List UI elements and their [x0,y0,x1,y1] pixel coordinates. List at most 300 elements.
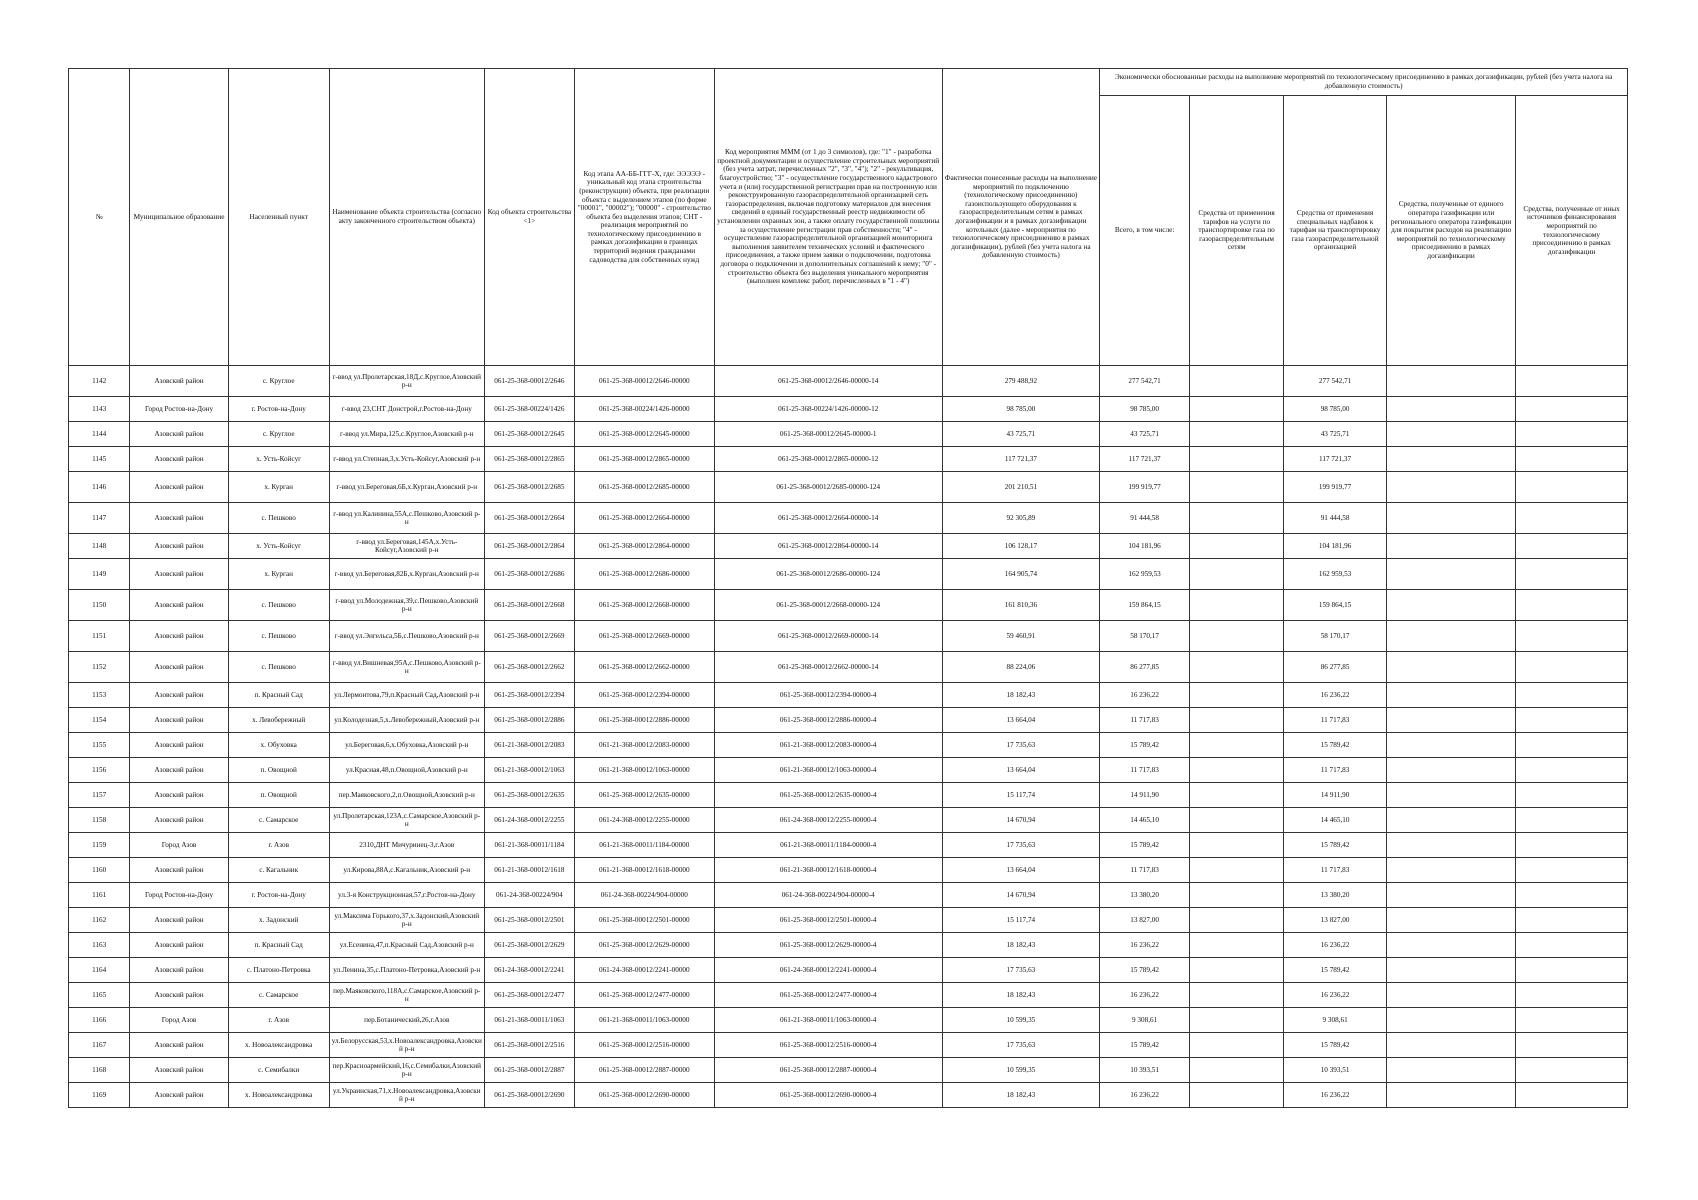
row-municipality: Азовский район [130,783,229,808]
row-municipality: Азовский район [130,708,229,733]
header-other-funds: Средства, полученные от иных источников финансирования мероприятий по технологическому присоединению в рамках догазификации [1516,96,1628,366]
row-object-name: ул.Береговая,6,х.Обуховка,Азовский р-н [329,733,484,758]
row-object-name: г-ввод ул.Калинина,55А,с.Пешково,Азовский р-н [329,503,484,534]
row-settlement: х. Левобережный [228,708,329,733]
row-tariff-funds [1189,808,1283,833]
row-special-surcharge-funds: 43 725,71 [1284,422,1387,447]
table-row [69,983,1628,1008]
row-object-name: г-ввод ул.Береговая,82Б,х.Курган,Азовский р-н [329,559,484,590]
row-actual-costs: 10 599,35 [942,1008,1100,1033]
row-municipality: Азовский район [130,472,229,503]
row-stage-code: 061-25-368-00012/2662-00000 [574,652,714,683]
row-event-code: 061-25-368-00012/2887-00000-4 [714,1058,942,1083]
row-total: 16 236,22 [1100,1083,1190,1108]
header-tariff-funds: Средства от применения тарифов на услуги по транспортировке газа по газораспределительным сетям [1189,96,1283,366]
row-number: 1144 [69,422,130,447]
row-total: 162 959,53 [1100,559,1190,590]
row-stage-code: 061-24-368-00012/2241-00000 [574,958,714,983]
row-number: 1152 [69,652,130,683]
row-other-funds [1516,472,1628,503]
row-settlement: с. Семибалки [228,1058,329,1083]
row-special-surcharge-funds: 13 827,00 [1284,908,1387,933]
row-special-surcharge-funds: 11 717,83 [1284,858,1387,883]
row-special-surcharge-funds: 15 789,42 [1284,1033,1387,1058]
row-object-code: 061-24-368-00012/2241 [484,958,574,983]
row-settlement: х. Задонский [228,908,329,933]
row-stage-code: 061-25-368-00012/2646-00000 [574,366,714,397]
row-object-code: 061-21-368-00012/2083 [484,733,574,758]
row-event-code: 061-25-368-00012/2685-00000-124 [714,472,942,503]
row-object-name: г-ввод 23,СНТ Донстрой,г.Ростов-на-Дону [329,397,484,422]
row-municipality: Азовский район [130,858,229,883]
row-operator-funds [1387,683,1516,708]
row-object-code: 061-25-368-00012/2477 [484,983,574,1008]
row-settlement: с. Пешково [228,503,329,534]
row-total: 277 542,71 [1100,366,1190,397]
table-row [69,783,1628,808]
row-event-code: 061-25-368-00012/2664-00000-14 [714,503,942,534]
row-event-code: 061-25-368-00012/2669-00000-14 [714,621,942,652]
row-tariff-funds [1189,858,1283,883]
row-object-name: г-ввод ул.Пролетарская,18Д,с.Круглое,Азовский р-н [329,366,484,397]
row-other-funds [1516,883,1628,908]
row-object-code: 061-25-368-00012/2645 [484,422,574,447]
row-actual-costs: 13 664,04 [942,758,1100,783]
row-total: 14 465,10 [1100,808,1190,833]
row-object-code: 061-25-368-00012/2668 [484,590,574,621]
row-event-code: 061-25-368-00012/2686-00000-124 [714,559,942,590]
row-event-code: 061-21-368-00012/1618-00000-4 [714,858,942,883]
table-row [69,1033,1628,1058]
row-number: 1162 [69,908,130,933]
row-object-code: 061-21-368-00012/1063 [484,758,574,783]
row-stage-code: 061-25-368-00012/2887-00000 [574,1058,714,1083]
row-operator-funds [1387,503,1516,534]
row-event-code: 061-25-368-00012/2646-00000-14 [714,366,942,397]
row-total: 14 911,90 [1100,783,1190,808]
row-settlement: с. Круглое [228,422,329,447]
row-special-surcharge-funds: 9 308,61 [1284,1008,1387,1033]
row-tariff-funds [1189,1033,1283,1058]
row-special-surcharge-funds: 14 465,10 [1284,808,1387,833]
row-settlement: п. Овощной [228,758,329,783]
row-object-name: г-ввод ул.Энгельса,5Б,с.Пешково,Азовский р-н [329,621,484,652]
row-municipality: Азовский район [130,933,229,958]
row-special-surcharge-funds: 16 236,22 [1284,683,1387,708]
row-object-name: г-ввод ул.Мира,125,с.Круглое,Азовский р-н [329,422,484,447]
row-other-funds [1516,559,1628,590]
row-actual-costs: 161 810,36 [942,590,1100,621]
row-total: 11 717,83 [1100,708,1190,733]
row-actual-costs: 18 182,43 [942,1083,1100,1108]
row-tariff-funds [1189,366,1283,397]
row-object-name: ул.Пролетарская,123А,с.Самарское,Азовский р-н [329,808,484,833]
row-object-code: 061-25-368-00012/2501 [484,908,574,933]
row-event-code: 061-25-368-00012/2635-00000-4 [714,783,942,808]
header-operator-funds: Средства, полученные от единого оператора газификации или регионального оператора газификации для покрытия расходов на реализацию мероприятий по технологическому присоединению в рамках догазификации [1387,96,1516,366]
row-municipality: Азовский район [130,590,229,621]
row-stage-code: 061-24-368-00012/2255-00000 [574,808,714,833]
row-number: 1143 [69,397,130,422]
table-row [69,833,1628,858]
row-settlement: с. Самарское [228,808,329,833]
row-tariff-funds [1189,447,1283,472]
table-header [69,69,1628,366]
row-settlement: х. Новоалександровка [228,1083,329,1108]
row-number: 1165 [69,983,130,1008]
row-operator-funds [1387,559,1516,590]
row-number: 1153 [69,683,130,708]
row-operator-funds [1387,1083,1516,1108]
row-operator-funds [1387,534,1516,559]
row-number: 1147 [69,503,130,534]
row-object-name: ул.3-я Конструкционная,57,г.Ростов-на-Дону [329,883,484,908]
row-object-code: 061-25-368-00012/2686 [484,559,574,590]
row-settlement: х. Обуховка [228,733,329,758]
row-object-name: г-ввод ул.Молодежная,39,с.Пешково,Азовский р-н [329,590,484,621]
row-stage-code: 061-25-368-00012/2477-00000 [574,983,714,1008]
row-total: 16 236,22 [1100,983,1190,1008]
table-row [69,1008,1628,1033]
row-municipality: Азовский район [130,503,229,534]
row-total: 11 717,83 [1100,758,1190,783]
row-stage-code: 061-25-368-00012/2645-00000 [574,422,714,447]
row-actual-costs: 15 117,74 [942,783,1100,808]
row-number: 1158 [69,808,130,833]
table-row [69,422,1628,447]
row-actual-costs: 17 735,63 [942,958,1100,983]
row-event-code: 061-25-368-00224/1426-00000-12 [714,397,942,422]
row-stage-code: 061-25-368-00012/2516-00000 [574,1033,714,1058]
row-settlement: х. Усть-Койсуг [228,534,329,559]
row-tariff-funds [1189,621,1283,652]
row-other-funds [1516,1008,1628,1033]
row-event-code: 061-25-368-00012/2886-00000-4 [714,708,942,733]
row-special-surcharge-funds: 199 919,77 [1284,472,1387,503]
row-total: 16 236,22 [1100,933,1190,958]
row-actual-costs: 164 905,74 [942,559,1100,590]
row-object-name: пер.Ботанический,26,г.Азов [329,1008,484,1033]
row-other-funds [1516,503,1628,534]
row-tariff-funds [1189,503,1283,534]
row-other-funds [1516,758,1628,783]
row-object-name: г-ввод ул.Береговая,6Б,х.Курган,Азовский р-н [329,472,484,503]
table-row [69,958,1628,983]
row-number: 1149 [69,559,130,590]
row-operator-funds [1387,958,1516,983]
row-number: 1159 [69,833,130,858]
row-event-code: 061-25-368-00012/2629-00000-4 [714,933,942,958]
row-operator-funds [1387,1058,1516,1083]
row-special-surcharge-funds: 117 721,37 [1284,447,1387,472]
row-total: 199 919,77 [1100,472,1190,503]
row-other-funds [1516,534,1628,559]
row-actual-costs: 14 670,94 [942,808,1100,833]
row-total: 91 444,58 [1100,503,1190,534]
row-special-surcharge-funds: 162 959,53 [1284,559,1387,590]
row-object-code: 061-25-368-00012/2662 [484,652,574,683]
header-object-code: Код объекта строительства <1> [484,69,574,366]
row-object-code: 061-25-368-00012/2646 [484,366,574,397]
row-object-code: 061-25-368-00012/2664 [484,503,574,534]
row-operator-funds [1387,908,1516,933]
row-settlement: с. Платоно-Петровка [228,958,329,983]
row-settlement: п. Красный Сад [228,933,329,958]
technological-connection-table [68,68,1628,1108]
row-event-code: 061-25-368-00012/2864-00000-14 [714,534,942,559]
header-stage-code: Код этапа АА-ББ-ГГГ-Х, где: ЭЭЭЭЭ - уникальный код этапа строительства (реконструкции) объекта, при реализации объекта с выделением этапов (по форме "00001", "00002"); "00000" - строительство объекта без выделения этапов; СНТ - реализация мероприятий по технологическому присоединению в рамках догазификации в границах территорий ведения гражданами садоводства для собственных нужд [574,69,714,366]
row-tariff-funds [1189,708,1283,733]
row-operator-funds [1387,422,1516,447]
row-total: 58 170,17 [1100,621,1190,652]
row-municipality: Азовский район [130,958,229,983]
row-event-code: 061-21-368-00012/2083-00000-4 [714,733,942,758]
row-tariff-funds [1189,883,1283,908]
row-operator-funds [1387,983,1516,1008]
row-number: 1154 [69,708,130,733]
row-other-funds [1516,733,1628,758]
row-operator-funds [1387,472,1516,503]
table-row [69,447,1628,472]
row-number: 1150 [69,590,130,621]
row-object-name: ул.Есенина,47,п.Красный Сад,Азовский р-н [329,933,484,958]
row-settlement: х. Усть-Койсуг [228,447,329,472]
table-row [69,652,1628,683]
row-number: 1160 [69,858,130,883]
row-settlement: х. Курган [228,559,329,590]
row-number: 1156 [69,758,130,783]
row-settlement: с. Кагальник [228,858,329,883]
row-total: 104 181,96 [1100,534,1190,559]
row-total: 9 308,61 [1100,1008,1190,1033]
row-special-surcharge-funds: 104 181,96 [1284,534,1387,559]
row-other-funds [1516,808,1628,833]
row-settlement: п. Красный Сад [228,683,329,708]
row-special-surcharge-funds: 13 380,20 [1284,883,1387,908]
table-row [69,758,1628,783]
table-row [69,733,1628,758]
row-object-name: ул.Белорусская,53,х.Новоалександровка,Азовский р-н [329,1033,484,1058]
row-object-name: ул.Колодезная,5,х.Левобережный,Азовский р-н [329,708,484,733]
row-actual-costs: 17 735,63 [942,733,1100,758]
row-stage-code: 061-25-368-00012/2690-00000 [574,1083,714,1108]
row-special-surcharge-funds: 16 236,22 [1284,933,1387,958]
row-municipality: Азовский район [130,1058,229,1083]
row-stage-code: 061-25-368-00012/2635-00000 [574,783,714,808]
row-number: 1166 [69,1008,130,1033]
row-total: 15 789,42 [1100,1033,1190,1058]
row-object-code: 061-25-368-00012/2887 [484,1058,574,1083]
row-event-code: 061-24-368-00012/2255-00000-4 [714,808,942,833]
row-other-funds [1516,708,1628,733]
row-object-code: 061-24-368-00224/904 [484,883,574,908]
report-sheet [68,68,1628,1108]
row-settlement: с. Пешково [228,590,329,621]
row-municipality: Город Азов [130,1008,229,1033]
row-special-surcharge-funds: 14 911,90 [1284,783,1387,808]
row-actual-costs: 13 664,04 [942,858,1100,883]
row-settlement: с. Пешково [228,652,329,683]
row-tariff-funds [1189,908,1283,933]
table-row [69,590,1628,621]
row-special-surcharge-funds: 11 717,83 [1284,708,1387,733]
row-total: 117 721,37 [1100,447,1190,472]
row-special-surcharge-funds: 15 789,42 [1284,958,1387,983]
row-number: 1146 [69,472,130,503]
row-actual-costs: 117 721,37 [942,447,1100,472]
row-actual-costs: 59 460,91 [942,621,1100,652]
row-object-name: ул.Ленина,35,с.Платоно-Петровка,Азовский р-н [329,958,484,983]
row-tariff-funds [1189,1008,1283,1033]
header-actual-costs: Фактически понесенные расходы на выполнение мероприятий по подключению (технологическому присоединению) газоиспользующего оборудования к газораспределительным сетям в рамках догазификации и в рамках догазификации котельных (далее - мероприятия по технологическому присоединению в рамках догазификации), рублей (без учета налога на добавленную стоимость) [942,69,1100,366]
row-object-code: 061-21-368-00011/1184 [484,833,574,858]
row-operator-funds [1387,708,1516,733]
row-object-code: 061-25-368-00012/2685 [484,472,574,503]
row-number: 1164 [69,958,130,983]
row-stage-code: 061-21-368-00012/2083-00000 [574,733,714,758]
row-stage-code: 061-25-368-00012/2685-00000 [574,472,714,503]
row-actual-costs: 92 305,89 [942,503,1100,534]
row-actual-costs: 13 664,04 [942,708,1100,733]
row-object-name: 2310,ДНТ Мичуринец-3,г.Азов [329,833,484,858]
row-total: 15 789,42 [1100,833,1190,858]
row-number: 1169 [69,1083,130,1108]
row-object-code: 061-25-368-00012/2516 [484,1033,574,1058]
row-operator-funds [1387,733,1516,758]
row-actual-costs: 88 224,06 [942,652,1100,683]
row-actual-costs: 18 182,43 [942,983,1100,1008]
row-municipality: Азовский район [130,1083,229,1108]
row-actual-costs: 201 210,51 [942,472,1100,503]
row-actual-costs: 14 670,94 [942,883,1100,908]
table-row [69,933,1628,958]
row-tariff-funds [1189,590,1283,621]
row-other-funds [1516,983,1628,1008]
row-special-surcharge-funds: 58 170,17 [1284,621,1387,652]
row-other-funds [1516,908,1628,933]
row-stage-code: 061-21-368-00012/1063-00000 [574,758,714,783]
row-special-surcharge-funds: 16 236,22 [1284,983,1387,1008]
row-tariff-funds [1189,758,1283,783]
row-object-code: 061-21-368-00011/1063 [484,1008,574,1033]
row-other-funds [1516,621,1628,652]
row-total: 98 785,00 [1100,397,1190,422]
row-stage-code: 061-25-368-00012/2865-00000 [574,447,714,472]
row-settlement: п. Овощной [228,783,329,808]
row-number: 1148 [69,534,130,559]
row-other-funds [1516,447,1628,472]
row-tariff-funds [1189,397,1283,422]
row-total: 15 789,42 [1100,733,1190,758]
table-row [69,1058,1628,1083]
row-object-name: ул.Красная,48,п.Овощной,Азовский р-н [329,758,484,783]
row-municipality: Азовский район [130,808,229,833]
row-object-name: ул.Максима Горького,37,х.Задонский,Азовский р-н [329,908,484,933]
table-row [69,534,1628,559]
row-operator-funds [1387,833,1516,858]
row-event-code: 061-24-368-00224/904-00000-4 [714,883,942,908]
row-municipality: Город Ростов-на-Дону [130,883,229,908]
row-municipality: Азовский район [130,733,229,758]
row-municipality: Азовский район [130,447,229,472]
row-operator-funds [1387,783,1516,808]
row-stage-code: 061-25-368-00012/2501-00000 [574,908,714,933]
row-settlement: г. Ростов-на-Дону [228,883,329,908]
row-municipality: Азовский район [130,652,229,683]
row-total: 86 277,85 [1100,652,1190,683]
row-municipality: Азовский район [130,366,229,397]
row-stage-code: 061-25-368-00012/2686-00000 [574,559,714,590]
row-municipality: Азовский район [130,683,229,708]
table-row [69,858,1628,883]
row-municipality: Город Ростов-на-Дону [130,397,229,422]
row-object-code: 061-25-368-00012/2864 [484,534,574,559]
row-object-name: ул.Лермонтова,79,п.Красный Сад,Азовский р-н [329,683,484,708]
row-settlement: с. Самарское [228,983,329,1008]
row-municipality: Азовский район [130,758,229,783]
row-operator-funds [1387,1008,1516,1033]
row-operator-funds [1387,933,1516,958]
table-row [69,397,1628,422]
row-special-surcharge-funds: 277 542,71 [1284,366,1387,397]
row-number: 1157 [69,783,130,808]
row-object-name: г-ввод ул.Береговая,145А,х.Усть-Койсуг,Азовский р-н [329,534,484,559]
row-municipality: Азовский район [130,908,229,933]
table-row [69,808,1628,833]
row-object-code: 061-25-368-00012/2690 [484,1083,574,1108]
row-event-code: 061-25-368-00012/2662-00000-14 [714,652,942,683]
row-actual-costs: 43 725,71 [942,422,1100,447]
row-stage-code: 061-25-368-00224/1426-00000 [574,397,714,422]
row-other-funds [1516,397,1628,422]
row-settlement: г. Азов [228,1008,329,1033]
row-settlement: г. Азов [228,833,329,858]
table-row [69,472,1628,503]
header-event-code: Код мероприятия МММ (от 1 до 3 символов), где: "1" - разработка проектной документации и осуществление строительных мероприятий (без учета затрат, перечисленных "2", "3", "4"); "2" - рекультивация, благоустройство; "3" - осуществление государственного кадастрового учета и (или) государственной регистрации прав на построенную или реконструированную газораспределительной организацией сеть газораспределения, включая подготовку материалов для внесения сведений в единый государственный реестр недвижимости об установлении охранных зон, а также оплату государственной пошлины за осуществление регистрации прав собственности; "4" - осуществление газораспределительной организацией мониторинга выполнения заявителем технических условий и фактического присоединения, а также прием заявки о подключении, подготовка договора о подключении и дополнительных соглашений к нему; "0" - строительство объекта без выделения уникального мероприятия (выполнен комплекс работ, перечисленных в "1 - 4") [714,69,942,366]
table-row [69,683,1628,708]
row-stage-code: 061-25-368-00012/2629-00000 [574,933,714,958]
row-actual-costs: 17 735,63 [942,833,1100,858]
table-row [69,708,1628,733]
row-operator-funds [1387,621,1516,652]
row-event-code: 061-25-368-00012/2501-00000-4 [714,908,942,933]
row-stage-code: 061-24-368-00224/904-00000 [574,883,714,908]
row-special-surcharge-funds: 86 277,85 [1284,652,1387,683]
row-operator-funds [1387,1033,1516,1058]
row-other-funds [1516,858,1628,883]
row-event-code: 061-25-368-00012/2690-00000-4 [714,1083,942,1108]
row-special-surcharge-funds: 16 236,22 [1284,1083,1387,1108]
row-actual-costs: 15 117,74 [942,908,1100,933]
row-municipality: Город Азов [130,833,229,858]
row-stage-code: 061-21-368-00011/1184-00000 [574,833,714,858]
row-other-funds [1516,833,1628,858]
row-number: 1151 [69,621,130,652]
row-other-funds [1516,422,1628,447]
row-other-funds [1516,590,1628,621]
row-stage-code: 061-21-368-00011/1063-00000 [574,1008,714,1033]
row-object-code: 061-25-368-00012/2886 [484,708,574,733]
row-other-funds [1516,958,1628,983]
row-object-code: 061-21-368-00012/1618 [484,858,574,883]
row-object-code: 061-25-368-00012/2669 [484,621,574,652]
row-special-surcharge-funds: 98 785,00 [1284,397,1387,422]
row-tariff-funds [1189,733,1283,758]
row-event-code: 061-25-368-00012/2645-00000-1 [714,422,942,447]
row-actual-costs: 18 182,43 [942,933,1100,958]
header-municipality: Муниципальное образование [130,69,229,366]
row-operator-funds [1387,397,1516,422]
